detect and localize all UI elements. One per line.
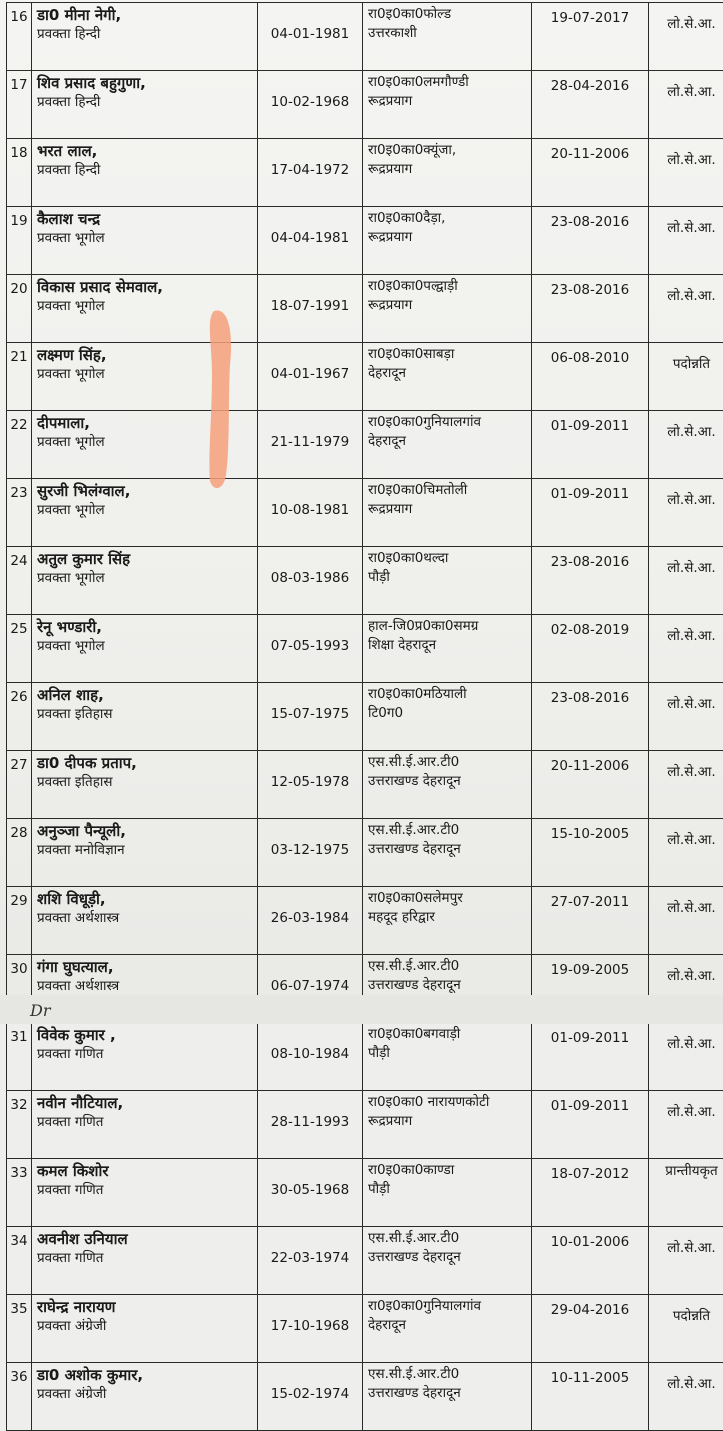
name-cell [32, 887, 258, 955]
appointment-mode: लो.से.आ. [649, 819, 723, 887]
appointment-mode: लो.से.आ. [649, 615, 723, 683]
serial-number: 33 [7, 1159, 32, 1227]
designation: प्रवक्ता हिन्दी [37, 161, 257, 180]
appointment-mode: पदोन्नति [649, 1295, 723, 1363]
serial-number: 27 [7, 751, 32, 819]
serial-number: 30 [7, 955, 32, 1023]
name-cell [32, 1023, 258, 1091]
joining-date: 15-10-2005 [532, 819, 649, 887]
posting-district: उत्तराखण्ड देहरादून [368, 772, 531, 791]
joining-date: 01-09-2011 [532, 1023, 649, 1091]
serial-number: 28 [7, 819, 32, 887]
table-row [7, 547, 723, 615]
name-cell [32, 1295, 258, 1363]
appointment-mode: लो.से.आ. [649, 1227, 723, 1295]
date-of-birth: 18-07-1991 [258, 275, 363, 343]
posting-cell [363, 615, 532, 683]
serial-number: 19 [7, 207, 32, 275]
joining-date: 20-11-2006 [532, 751, 649, 819]
posting-district: टि0ग0 [368, 704, 531, 723]
appointment-mode: लो.से.आ. [649, 1091, 723, 1159]
joining-date: 23-08-2016 [532, 683, 649, 751]
appointment-mode: लो.से.आ. [649, 751, 723, 819]
table-row [7, 887, 723, 955]
posting-district: देहरादून [368, 432, 531, 451]
date-of-birth: 04-04-1981 [258, 207, 363, 275]
appointment-mode: लो.से.आ. [649, 139, 723, 207]
posting-school: एस.सी.ई.आर.टी0 [368, 753, 531, 772]
name-cell [32, 1227, 258, 1295]
posting-cell [363, 751, 532, 819]
date-of-birth: 03-12-1975 [258, 819, 363, 887]
name-cell [32, 139, 258, 207]
appointment-mode: लो.से.आ. [649, 887, 723, 955]
joining-date: 06-08-2010 [532, 343, 649, 411]
posting-cell [363, 547, 532, 615]
appointment-mode: पदोन्नति [649, 343, 723, 411]
teacher-name: रेनू भण्डारी, [37, 618, 257, 637]
posting-district: पौड़ी [368, 1044, 531, 1063]
posting-cell [363, 3, 532, 71]
joining-date: 10-01-2006 [532, 1227, 649, 1295]
date-of-birth: 15-02-1974 [258, 1363, 363, 1431]
serial-number: 18 [7, 139, 32, 207]
designation: प्रवक्ता भूगोल [37, 637, 257, 656]
joining-date: 10-11-2005 [532, 1363, 649, 1431]
posting-district: शिक्षा देहरादून [368, 636, 531, 655]
date-of-birth: 26-03-1984 [258, 887, 363, 955]
posting-cell [363, 683, 532, 751]
joining-date: 23-08-2016 [532, 275, 649, 343]
name-cell [32, 751, 258, 819]
designation: प्रवक्ता अंग्रेजी [37, 1385, 257, 1404]
joining-date: 27-07-2011 [532, 887, 649, 955]
posting-school: रा0इ0का0फोल्ड [368, 5, 531, 24]
posting-district: पौड़ी [368, 568, 531, 587]
teacher-name: शशि विधूड़ी, [37, 890, 257, 909]
posting-school: रा0इ0का0मठियाली [368, 685, 531, 704]
name-cell [32, 207, 258, 275]
joining-date: 02-08-2019 [532, 615, 649, 683]
designation: प्रवक्ता मनोविज्ञान [37, 841, 257, 860]
appointment-mode: लो.से.आ. [649, 3, 723, 71]
date-of-birth: 10-08-1981 [258, 479, 363, 547]
name-cell [32, 1159, 258, 1227]
posting-school: एस.सी.ई.आर.टी0 [368, 1365, 531, 1384]
name-cell [32, 683, 258, 751]
posting-district: पौड़ी [368, 1180, 531, 1199]
serial-number: 24 [7, 547, 32, 615]
designation: प्रवक्ता गणित [37, 1045, 257, 1064]
name-cell [32, 819, 258, 887]
teacher-name: राघेन्द्र नारायण [37, 1298, 257, 1317]
teacher-name: विकास प्रसाद सेमवाल, [37, 278, 257, 297]
teacher-name: अतुल कुमार सिंह [37, 550, 257, 569]
posting-school: एस.सी.ई.आर.टी0 [368, 1229, 531, 1248]
teacher-name: गंगा घुघत्याल, [37, 958, 257, 977]
teacher-name: नवीन नौटियाल, [37, 1094, 257, 1113]
joining-date: 01-09-2011 [532, 1091, 649, 1159]
designation: प्रवक्ता अर्थशास्त्र [37, 909, 257, 928]
name-cell [32, 411, 258, 479]
staff-table [6, 2, 723, 1431]
appointment-mode: लो.से.आ. [649, 207, 723, 275]
date-of-birth: 28-11-1993 [258, 1091, 363, 1159]
posting-school: रा0इ0का0दैड़ा, [368, 209, 531, 228]
name-cell [32, 547, 258, 615]
table-row [7, 207, 723, 275]
name-cell [32, 71, 258, 139]
posting-school: एस.सी.ई.आर.टी0 [368, 957, 531, 976]
posting-cell [363, 887, 532, 955]
handwritten-mark: Dr [30, 1001, 50, 1020]
serial-number: 20 [7, 275, 32, 343]
serial-number: 21 [7, 343, 32, 411]
table-row [7, 1295, 723, 1363]
table-row [7, 615, 723, 683]
table-row [7, 411, 723, 479]
date-of-birth: 07-05-1993 [258, 615, 363, 683]
designation: प्रवक्ता गणित [37, 1181, 257, 1200]
teacher-name: डा0 मीना नेगी, [37, 6, 257, 25]
serial-number: 16 [7, 3, 32, 71]
serial-number: 32 [7, 1091, 32, 1159]
posting-cell [363, 1091, 532, 1159]
name-cell [32, 1091, 258, 1159]
date-of-birth: 22-03-1974 [258, 1227, 363, 1295]
posting-district: उत्तराखण्ड देहरादून [368, 1248, 531, 1267]
posting-cell [363, 275, 532, 343]
teacher-name: अनुञ्जा पैन्यूली, [37, 822, 257, 841]
teacher-name: सुरजी भिलंग्वाल, [37, 482, 257, 501]
serial-number: 17 [7, 71, 32, 139]
appointment-mode: लो.से.आ. [649, 411, 723, 479]
serial-number: 23 [7, 479, 32, 547]
posting-cell [363, 479, 532, 547]
date-of-birth: 15-07-1975 [258, 683, 363, 751]
serial-number: 29 [7, 887, 32, 955]
table-row [7, 1159, 723, 1227]
appointment-mode: लो.से.आ. [649, 547, 723, 615]
posting-school: रा0इ0का0थल्दा [368, 549, 531, 568]
teacher-name: कमल किशोर [37, 1162, 257, 1181]
posting-cell [363, 819, 532, 887]
serial-number: 36 [7, 1363, 32, 1431]
table-row [7, 343, 723, 411]
posting-school: रा0इ0का0गुनियालगांव [368, 413, 531, 432]
joining-date: 29-04-2016 [532, 1295, 649, 1363]
posting-school: रा0इ0का0सलेमपुर [368, 889, 531, 908]
posting-district: उत्तराखण्ड देहरादून [368, 1384, 531, 1403]
date-of-birth: 17-10-1968 [258, 1295, 363, 1363]
serial-number: 35 [7, 1295, 32, 1363]
posting-cell [363, 1023, 532, 1091]
table-row [7, 819, 723, 887]
posting-school: एस.सी.ई.आर.टी0 [368, 821, 531, 840]
posting-school: रा0इ0का0काण्डा [368, 1161, 531, 1180]
joining-date: 20-11-2006 [532, 139, 649, 207]
serial-number: 26 [7, 683, 32, 751]
designation: प्रवक्ता गणित [37, 1249, 257, 1268]
appointment-mode: लो.से.आ. [649, 479, 723, 547]
posting-cell [363, 71, 532, 139]
posting-district: रूद्रप्रयाग [368, 92, 531, 111]
posting-district: देहरादून [368, 364, 531, 383]
designation: प्रवक्ता गणित [37, 1113, 257, 1132]
designation: प्रवक्ता हिन्दी [37, 25, 257, 44]
designation: प्रवक्ता भूगोल [37, 501, 257, 520]
designation: प्रवक्ता अर्थशास्त्र [37, 977, 257, 996]
name-cell [32, 275, 258, 343]
date-of-birth: 06-07-1974 [258, 955, 363, 1023]
table-row [7, 139, 723, 207]
serial-number: 22 [7, 411, 32, 479]
teacher-name: दीपमाला, [37, 414, 257, 433]
joining-date: 28-04-2016 [532, 71, 649, 139]
table-row [7, 275, 723, 343]
posting-cell [363, 1295, 532, 1363]
page-bottom-edge [0, 995, 723, 1024]
designation: प्रवक्ता हिन्दी [37, 93, 257, 112]
posting-cell [363, 343, 532, 411]
date-of-birth: 17-04-1972 [258, 139, 363, 207]
table-row [7, 479, 723, 547]
teacher-name: कैलाश चन्द्र [37, 210, 257, 229]
teacher-name: विवेक कुमार , [37, 1026, 257, 1045]
designation: प्रवक्ता भूगोल [37, 365, 257, 384]
serial-number: 31 [7, 1023, 32, 1091]
table-row [7, 71, 723, 139]
teacher-name: भरत लाल, [37, 142, 257, 161]
table-row [7, 751, 723, 819]
joining-date: 01-09-2011 [532, 479, 649, 547]
table-row [7, 1023, 723, 1091]
posting-school: रा0इ0का0चिमतोली [368, 481, 531, 500]
posting-cell [363, 1363, 532, 1431]
designation: प्रवक्ता इतिहास [37, 773, 257, 792]
teacher-name: अनिल शाह, [37, 686, 257, 705]
designation: प्रवक्ता भूगोल [37, 297, 257, 316]
date-of-birth: 04-01-1981 [258, 3, 363, 71]
posting-district: रूद्रप्रयाग [368, 228, 531, 247]
posting-district: उत्तराखण्ड देहरादून [368, 976, 531, 995]
table-row [7, 1363, 723, 1431]
posting-school: हाल-जि0प्र0का0समग्र [368, 617, 531, 636]
date-of-birth: 04-01-1967 [258, 343, 363, 411]
teacher-name: शिव प्रसाद बहुगुणा, [37, 74, 257, 93]
appointment-mode: लो.से.आ. [649, 955, 723, 1023]
name-cell [32, 3, 258, 71]
date-of-birth: 30-05-1968 [258, 1159, 363, 1227]
posting-cell [363, 1227, 532, 1295]
joining-date: 19-09-2005 [532, 955, 649, 1023]
appointment-mode: प्रान्तीयकृत [649, 1159, 723, 1227]
appointment-mode: लो.से.आ. [649, 275, 723, 343]
posting-cell [363, 139, 532, 207]
date-of-birth: 08-10-1984 [258, 1023, 363, 1091]
posting-district: उत्तराखण्ड देहरादून [368, 840, 531, 859]
table-row [7, 683, 723, 751]
posting-school: रा0इ0का0क्यूंजा, [368, 141, 531, 160]
designation: प्रवक्ता भूगोल [37, 433, 257, 452]
name-cell [32, 479, 258, 547]
posting-school: रा0इ0का0पल्द्वाड़ी [368, 277, 531, 296]
name-cell [32, 343, 258, 411]
posting-cell [363, 207, 532, 275]
date-of-birth: 12-05-1978 [258, 751, 363, 819]
joining-date: 19-07-2017 [532, 3, 649, 71]
table-row [7, 3, 723, 71]
date-of-birth: 10-02-1968 [258, 71, 363, 139]
joining-date: 01-09-2011 [532, 411, 649, 479]
name-cell [32, 615, 258, 683]
teacher-name: अवनीश उनियाल [37, 1230, 257, 1249]
posting-school: रा0इ0का0लमगौण्डी [368, 73, 531, 92]
joining-date: 23-08-2016 [532, 207, 649, 275]
posting-district: महदूद हरिद्वार [368, 908, 531, 927]
posting-district: रूद्रप्रयाग [368, 160, 531, 179]
appointment-mode: लो.से.आ. [649, 683, 723, 751]
posting-school: रा0इ0का0बगवाड़ी [368, 1025, 531, 1044]
joining-date: 23-08-2016 [532, 547, 649, 615]
table-row [7, 1227, 723, 1295]
appointment-mode: लो.से.आ. [649, 1363, 723, 1431]
designation: प्रवक्ता भूगोल [37, 229, 257, 248]
appointment-mode: लो.से.आ. [649, 71, 723, 139]
posting-school: रा0इ0का0 नारायणकोटी [368, 1093, 531, 1112]
date-of-birth: 08-03-1986 [258, 547, 363, 615]
posting-cell [363, 411, 532, 479]
posting-cell [363, 1159, 532, 1227]
posting-district: रूद्रप्रयाग [368, 1112, 531, 1131]
joining-date: 18-07-2012 [532, 1159, 649, 1227]
posting-school: रा0इ0का0गुनियालगांव [368, 1297, 531, 1316]
teacher-name: डा0 अशोक कुमार, [37, 1366, 257, 1385]
posting-district: उत्तरकाशी [368, 24, 531, 43]
date-of-birth: 21-11-1979 [258, 411, 363, 479]
serial-number: 25 [7, 615, 32, 683]
teacher-name: लक्ष्मण सिंह, [37, 346, 257, 365]
table-row [7, 1091, 723, 1159]
appointment-mode: लो.से.आ. [649, 1023, 723, 1091]
teacher-name: डा0 दीपक प्रताप, [37, 754, 257, 773]
designation: प्रवक्ता भूगोल [37, 569, 257, 588]
designation: प्रवक्ता इतिहास [37, 705, 257, 724]
posting-district: रूद्रप्रयाग [368, 296, 531, 315]
posting-school: रा0इ0का0साबड़ा [368, 345, 531, 364]
serial-number: 34 [7, 1227, 32, 1295]
name-cell [32, 1363, 258, 1431]
posting-district: रूद्रप्रयाग [368, 500, 531, 519]
designation: प्रवक्ता अंग्रेजी [37, 1317, 257, 1336]
posting-district: देहरादून [368, 1316, 531, 1335]
